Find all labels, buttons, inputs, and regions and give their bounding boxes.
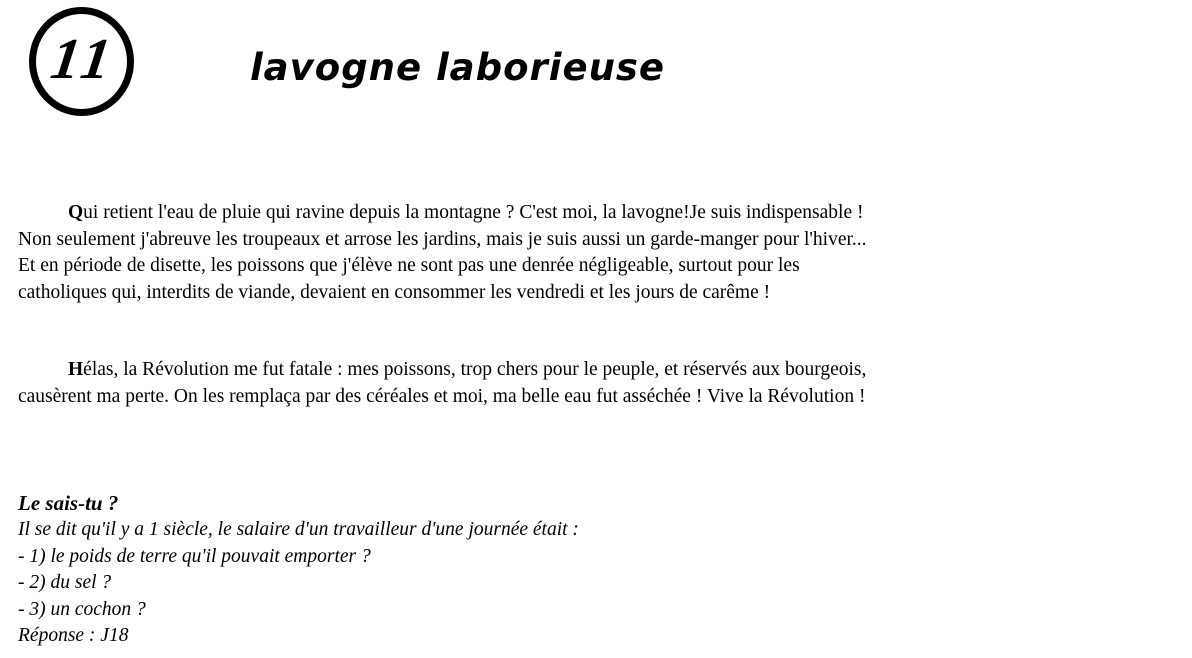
answer-option-1: - 1) le poids de terre qu'il pouvait emporter ?: [18, 545, 371, 567]
did-you-know-question: Il se dit qu'il y a 1 siècle, le salaire d'un travailleur d'une journée était :: [18, 519, 579, 540]
body-paragraph-2: [18, 357, 1038, 410]
paragraph-text: élas, la Révolution me fut fatale : mes poissons, trop chers pour le peuple, et réservés aux bourgeois, causèrent ma perte. On les remplaça par des céréales et moi, ma belle eau fut asséchée ! Vive la Révolution !: [18, 359, 867, 407]
did-you-know-title: Le sais-tu ?: [18, 491, 119, 515]
paragraph-initial: Q: [68, 202, 84, 223]
paragraph-text: ui retient l'eau de pluie qui ravine depuis la montagne ? C'est moi, la lavogne!Je suis indispensable ! Non seulement j'abreuve les troupeaux et arrose les jardins, mais je suis aussi un garde-manger pour l'hiver... Et en période de disette, les poissons que j'élève ne sont pas une denrée négligeable, surtout pour les catholiques qui, interdits de viande, devaient en consommer les vendredi et les jours de carême !: [18, 202, 867, 303]
answer-reference: Réponse : J18: [18, 625, 129, 646]
body-paragraph-1: [18, 200, 1038, 306]
answer-option-3: - 3) un cochon ?: [18, 598, 146, 620]
answer-option-2: - 2) du sel ?: [18, 572, 112, 593]
paragraph-initial: H: [68, 359, 84, 380]
page-title: lavogne laborieuse: [250, 46, 666, 89]
chapter-number: 11: [47, 26, 120, 91]
did-you-know-box: [18, 490, 579, 650]
